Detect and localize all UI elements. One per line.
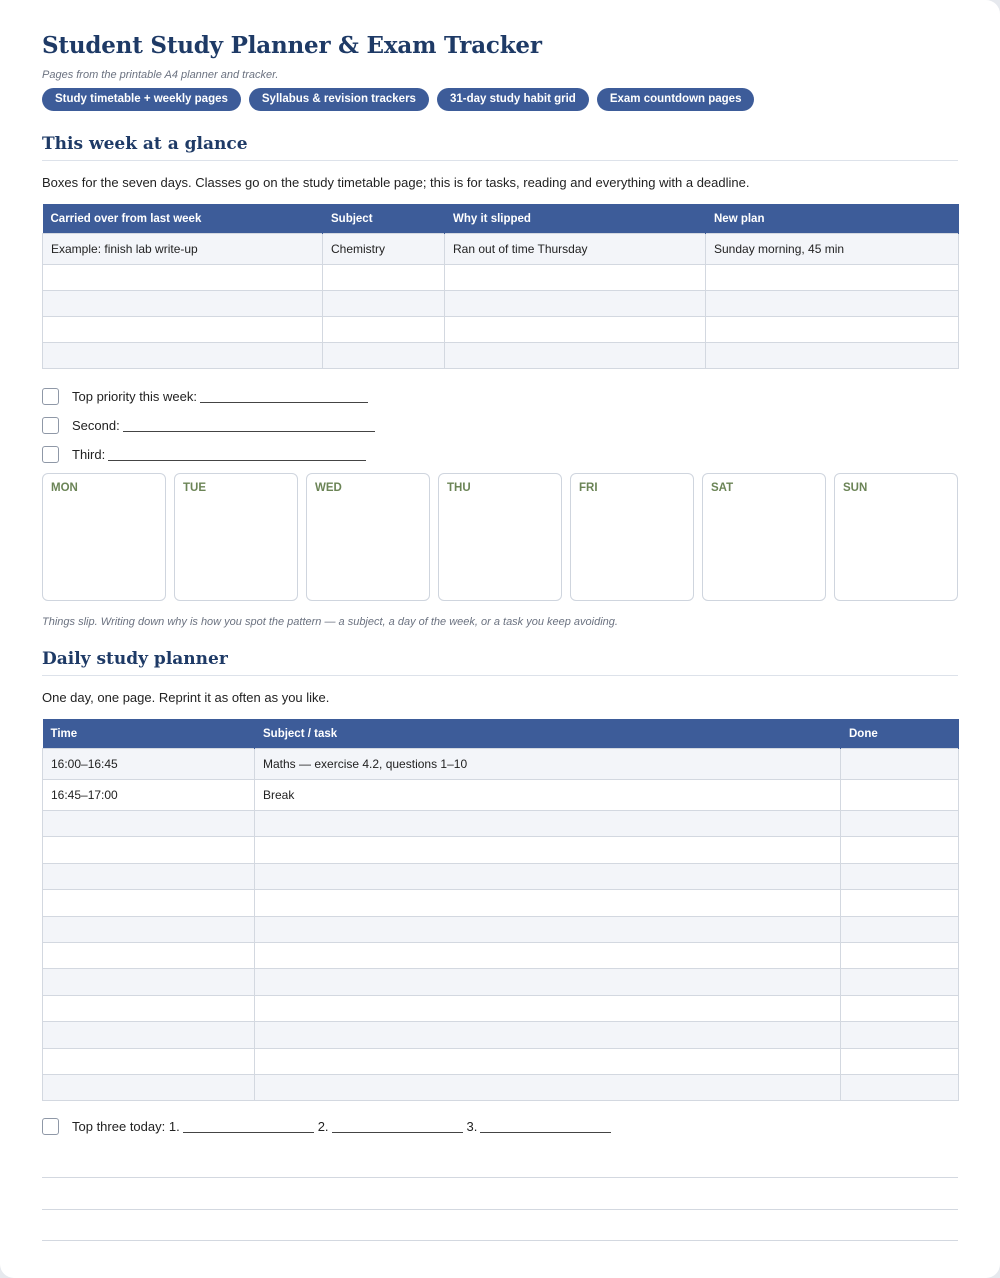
priority-third-label: Third:: [72, 446, 106, 462]
cell-task[interactable]: Maths — exercise 4.2, questions 1–10: [255, 749, 841, 780]
empty-cell[interactable]: [43, 1048, 255, 1074]
daily-heading: Daily study planner: [42, 648, 958, 676]
carry-over-table-wrap: [42, 204, 958, 369]
table-row: [43, 863, 959, 889]
empty-cell[interactable]: [841, 942, 959, 968]
empty-cell[interactable]: [445, 291, 706, 317]
cell-example-plan[interactable]: Sunday morning, 45 min: [706, 234, 959, 265]
empty-cell[interactable]: [255, 1022, 841, 1048]
top-three-today: [42, 1116, 958, 1136]
page-title: Student Study Planner & Exam Tracker: [42, 32, 542, 59]
empty-cell[interactable]: [841, 811, 959, 837]
table-row: [43, 1048, 959, 1074]
empty-cell[interactable]: [255, 1048, 841, 1074]
daily-table-wrap: [42, 719, 958, 1101]
day-label: TUE: [183, 482, 206, 494]
write-in-line[interactable]: [183, 1119, 314, 1133]
table-row: [43, 995, 959, 1021]
cell-done[interactable]: [841, 749, 959, 780]
empty-cell[interactable]: [43, 291, 323, 317]
empty-cell[interactable]: [255, 995, 841, 1021]
table-row: [43, 780, 959, 811]
write-in-line[interactable]: [480, 1119, 611, 1133]
daily-table: [42, 719, 959, 1101]
empty-cell[interactable]: [323, 343, 445, 369]
pill-syllabus[interactable]: Syllabus & revision trackers: [249, 88, 429, 111]
day-label: SAT: [711, 482, 734, 494]
week-note: Things slip. Writing down why is how you spot the pattern — a subject, a day of the week, or a task you keep avoiding.: [42, 616, 618, 628]
empty-cell[interactable]: [323, 265, 445, 291]
notes-line[interactable]: [42, 1209, 958, 1210]
table-row: [43, 291, 959, 317]
empty-cell[interactable]: [706, 265, 959, 291]
empty-cell[interactable]: [43, 916, 255, 942]
week-intro: Boxes for the seven days. Classes go on the study timetable page; this is for tasks, reading and everything with a deadline.: [42, 175, 750, 190]
cell-time[interactable]: 16:45–17:00: [43, 780, 255, 811]
top-three-label: Top three today: 1.: [72, 1118, 180, 1134]
top-three-three-label: 3.: [466, 1118, 478, 1134]
table-row: [43, 942, 959, 968]
empty-cell[interactable]: [841, 916, 959, 942]
empty-cell[interactable]: [445, 265, 706, 291]
day-box-sun[interactable]: [834, 473, 958, 601]
pill-timetable[interactable]: Study timetable + weekly pages: [42, 88, 241, 111]
empty-cell[interactable]: [841, 969, 959, 995]
write-in-line[interactable]: [108, 447, 366, 461]
cell-task[interactable]: Break: [255, 780, 841, 811]
empty-cell[interactable]: [841, 995, 959, 1021]
empty-cell[interactable]: [43, 1074, 255, 1100]
table-row: [43, 749, 959, 780]
col-carried-over: Carried over from last week: [43, 204, 323, 234]
empty-cell[interactable]: [255, 863, 841, 889]
day-box-mon[interactable]: [42, 473, 166, 601]
write-in-line[interactable]: [200, 389, 368, 403]
empty-cell[interactable]: [841, 1048, 959, 1074]
day-box-tue[interactable]: [174, 473, 298, 601]
empty-cell[interactable]: [323, 291, 445, 317]
week-heading: This week at a glance: [42, 133, 958, 161]
pill-exam-countdown[interactable]: Exam countdown pages: [597, 88, 755, 111]
table-row: [43, 1074, 959, 1100]
section-pills: [42, 88, 958, 111]
day-label: THU: [447, 482, 471, 494]
priority-second: [42, 415, 958, 435]
day-label: FRI: [579, 482, 598, 494]
empty-cell[interactable]: [841, 837, 959, 863]
empty-cell[interactable]: [43, 942, 255, 968]
empty-cell[interactable]: [841, 1022, 959, 1048]
priority-list: [42, 386, 958, 464]
empty-cell[interactable]: [255, 890, 841, 916]
page-subtitle: Pages from the printable A4 planner and tracker.: [42, 69, 279, 81]
cell-example-task[interactable]: Example: finish lab write-up: [43, 234, 323, 265]
empty-cell[interactable]: [43, 1022, 255, 1048]
col-subject: Subject: [323, 204, 445, 234]
daily-intro: One day, one page. Reprint it as often as you like.: [42, 690, 330, 705]
empty-cell[interactable]: [43, 863, 255, 889]
empty-cell[interactable]: [43, 343, 323, 369]
priority-top-label: Top priority this week:: [72, 388, 197, 404]
empty-cell[interactable]: [43, 811, 255, 837]
empty-cell[interactable]: [323, 317, 445, 343]
week-section: [42, 133, 958, 161]
day-label: WED: [315, 482, 342, 494]
day-label: SUN: [843, 482, 868, 494]
pill-habit-grid[interactable]: 31-day study habit grid: [437, 88, 589, 111]
table-row: [43, 890, 959, 916]
checkbox[interactable]: [42, 1118, 59, 1135]
col-time: Time: [43, 719, 255, 749]
checkbox[interactable]: [42, 388, 59, 405]
checkbox[interactable]: [42, 417, 59, 434]
empty-cell[interactable]: [43, 995, 255, 1021]
empty-cell[interactable]: [255, 942, 841, 968]
col-subject-task: Subject / task: [255, 719, 841, 749]
table-row: [43, 1022, 959, 1048]
checkbox[interactable]: [42, 446, 59, 463]
notes-line[interactable]: [42, 1240, 958, 1241]
empty-cell[interactable]: [255, 969, 841, 995]
col-new-plan: New plan: [706, 204, 959, 234]
empty-cell[interactable]: [255, 811, 841, 837]
col-done: Done: [841, 719, 959, 749]
day-boxes: [42, 473, 958, 601]
empty-cell[interactable]: [445, 317, 706, 343]
table-row: [43, 317, 959, 343]
top-three-two-label: 2.: [317, 1118, 329, 1134]
day-box-fri[interactable]: [570, 473, 694, 601]
day-box-sat[interactable]: [702, 473, 826, 601]
empty-cell[interactable]: [841, 1074, 959, 1100]
day-box-wed[interactable]: [306, 473, 430, 601]
empty-cell[interactable]: [841, 890, 959, 916]
cell-example-reason[interactable]: Ran out of time Thursday: [445, 234, 706, 265]
carry-over-table: [42, 204, 959, 369]
table-row: [43, 234, 959, 265]
empty-cell[interactable]: [255, 916, 841, 942]
empty-cell[interactable]: [255, 1074, 841, 1100]
write-in-line[interactable]: [332, 1119, 463, 1133]
table-row: [43, 916, 959, 942]
empty-cell[interactable]: [445, 343, 706, 369]
day-label: MON: [51, 482, 78, 494]
empty-cell[interactable]: [43, 317, 323, 343]
priority-top: [42, 386, 958, 406]
empty-cell[interactable]: [706, 291, 959, 317]
cell-time[interactable]: 16:00–16:45: [43, 749, 255, 780]
col-why-slipped: Why it slipped: [445, 204, 706, 234]
priority-third: [42, 444, 958, 464]
empty-cell[interactable]: [706, 343, 959, 369]
empty-cell[interactable]: [43, 837, 255, 863]
table-header-row: [43, 204, 959, 234]
cell-done[interactable]: [841, 780, 959, 811]
table-row: [43, 837, 959, 863]
table-row: [43, 969, 959, 995]
day-box-thu[interactable]: [438, 473, 562, 601]
cell-example-subject[interactable]: Chemistry: [323, 234, 445, 265]
priority-second-label: Second:: [72, 417, 120, 433]
empty-cell[interactable]: [43, 890, 255, 916]
write-in-line[interactable]: [123, 418, 375, 432]
empty-cell[interactable]: [841, 863, 959, 889]
table-row: [43, 811, 959, 837]
table-row: [43, 265, 959, 291]
empty-cell[interactable]: [43, 265, 323, 291]
empty-cell[interactable]: [43, 969, 255, 995]
table-row: [43, 343, 959, 369]
notes-line[interactable]: [42, 1177, 958, 1178]
table-header-row: [43, 719, 959, 749]
empty-cell[interactable]: [255, 837, 841, 863]
daily-section: [42, 648, 958, 676]
empty-cell[interactable]: [706, 317, 959, 343]
